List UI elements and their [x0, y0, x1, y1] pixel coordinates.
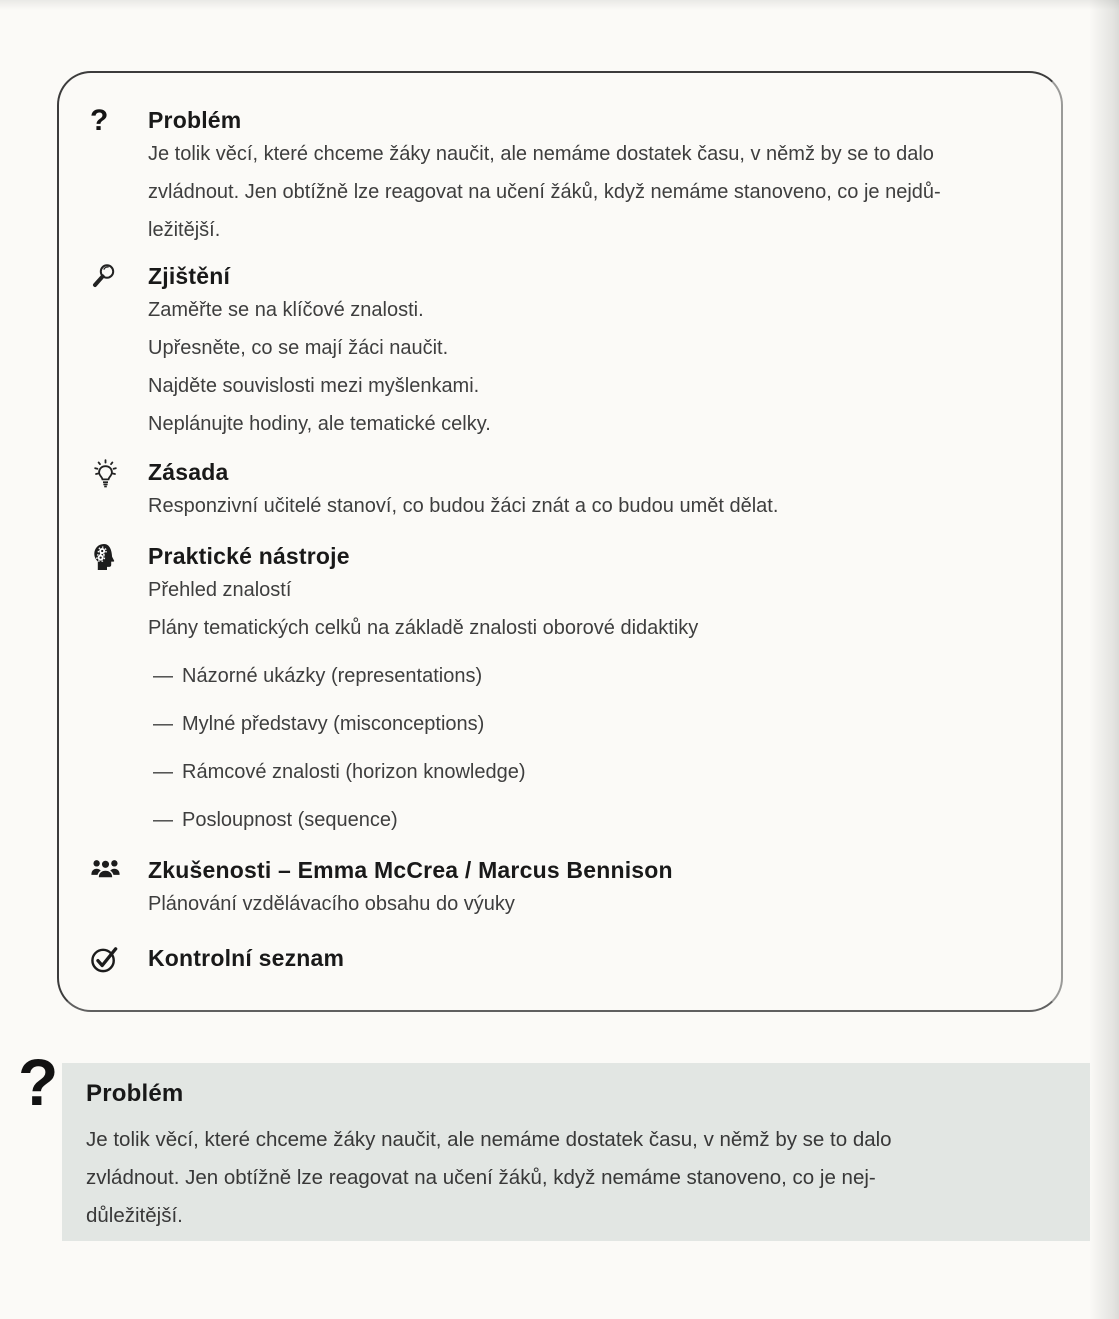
callout-line: Je tolik věcí, které chceme žáky naučit, ale nemáme dostatek času, v němž by se to dalo [86, 1128, 892, 1151]
list-item [148, 657, 1035, 695]
method-summary-card [57, 71, 1063, 1012]
callout-title: Problém [86, 1080, 184, 1107]
section-line: Plánování vzdělávacího obsahu do výuky [148, 893, 515, 915]
section-line: zvládnout. Jen obtížně lze reagovat na učení žáků, když nemáme stanoveno, co je nejdů- [148, 181, 941, 203]
section-title: Zjištění [148, 263, 231, 289]
list-item-label: Mylné představy (misconceptions) [182, 713, 485, 735]
section-title: Praktické nástroje [148, 543, 350, 569]
people-icon [90, 856, 121, 883]
section-line: Plány tematických celků na základě znalosti oborové didaktiky [148, 617, 699, 639]
section-title: Kontrolní seznam [148, 945, 345, 971]
section-line: Zaměřte se na klíčové znalosti. [148, 299, 424, 321]
list-item-label: Názorné ukázky (representations) [182, 665, 483, 687]
list-item [148, 753, 1035, 791]
section-experiences [90, 855, 1035, 923]
lightbulb-icon [90, 458, 121, 491]
scan-top-shadow [0, 0, 1119, 10]
list-item [148, 705, 1035, 743]
dash-bullet: — [153, 665, 173, 687]
head-gears-icon [90, 542, 119, 573]
section-checklist [90, 943, 1035, 975]
section-title: Problém [148, 107, 242, 133]
question-mark-icon: ? [18, 1045, 59, 1119]
section-line: Najděte souvislosti mezi myšlenkami. [148, 375, 480, 397]
dash-bullet: — [153, 761, 173, 783]
section-practical-tools [90, 541, 1035, 839]
magnifier-icon [90, 262, 118, 290]
section-title: Zkušenosti – Emma McCrea / Marcus Bennison [148, 857, 673, 883]
question-mark-icon: ? [90, 104, 109, 137]
section-findings [90, 261, 1035, 443]
check-icon [90, 944, 121, 975]
section-line: ležitější. [148, 219, 221, 241]
section-line: Přehled znalostí [148, 579, 292, 601]
list-item-label: Rámcové znalosti (horizon knowledge) [182, 761, 526, 783]
section-problem [90, 105, 1035, 249]
section-line: Responzivní učitelé stanoví, co budou žáci znát a co budou umět dělat. [148, 495, 779, 517]
section-line: Neplánujte hodiny, ale tematické celky. [148, 413, 491, 435]
page-edge-shadow [1089, 0, 1119, 1319]
list-item [148, 801, 1035, 839]
section-line: Je tolik věcí, které chceme žáky naučit, ale nemáme dostatek času, v němž by se to dalo [148, 143, 934, 165]
list-item-label: Posloupnost (sequence) [182, 809, 398, 831]
callout-line: důležitější. [86, 1204, 183, 1227]
section-title: Zásada [148, 459, 229, 485]
dash-bullet: — [153, 713, 173, 735]
section-principle [90, 457, 1035, 525]
section-line: Upřesněte, co se mají žáci naučit. [148, 337, 449, 359]
problem-callout-panel [62, 1063, 1090, 1241]
dash-bullet: — [153, 809, 173, 831]
callout-line: zvládnout. Jen obtížně lze reagovat na učení žáků, když nemáme stanoveno, co je nej- [86, 1166, 876, 1189]
